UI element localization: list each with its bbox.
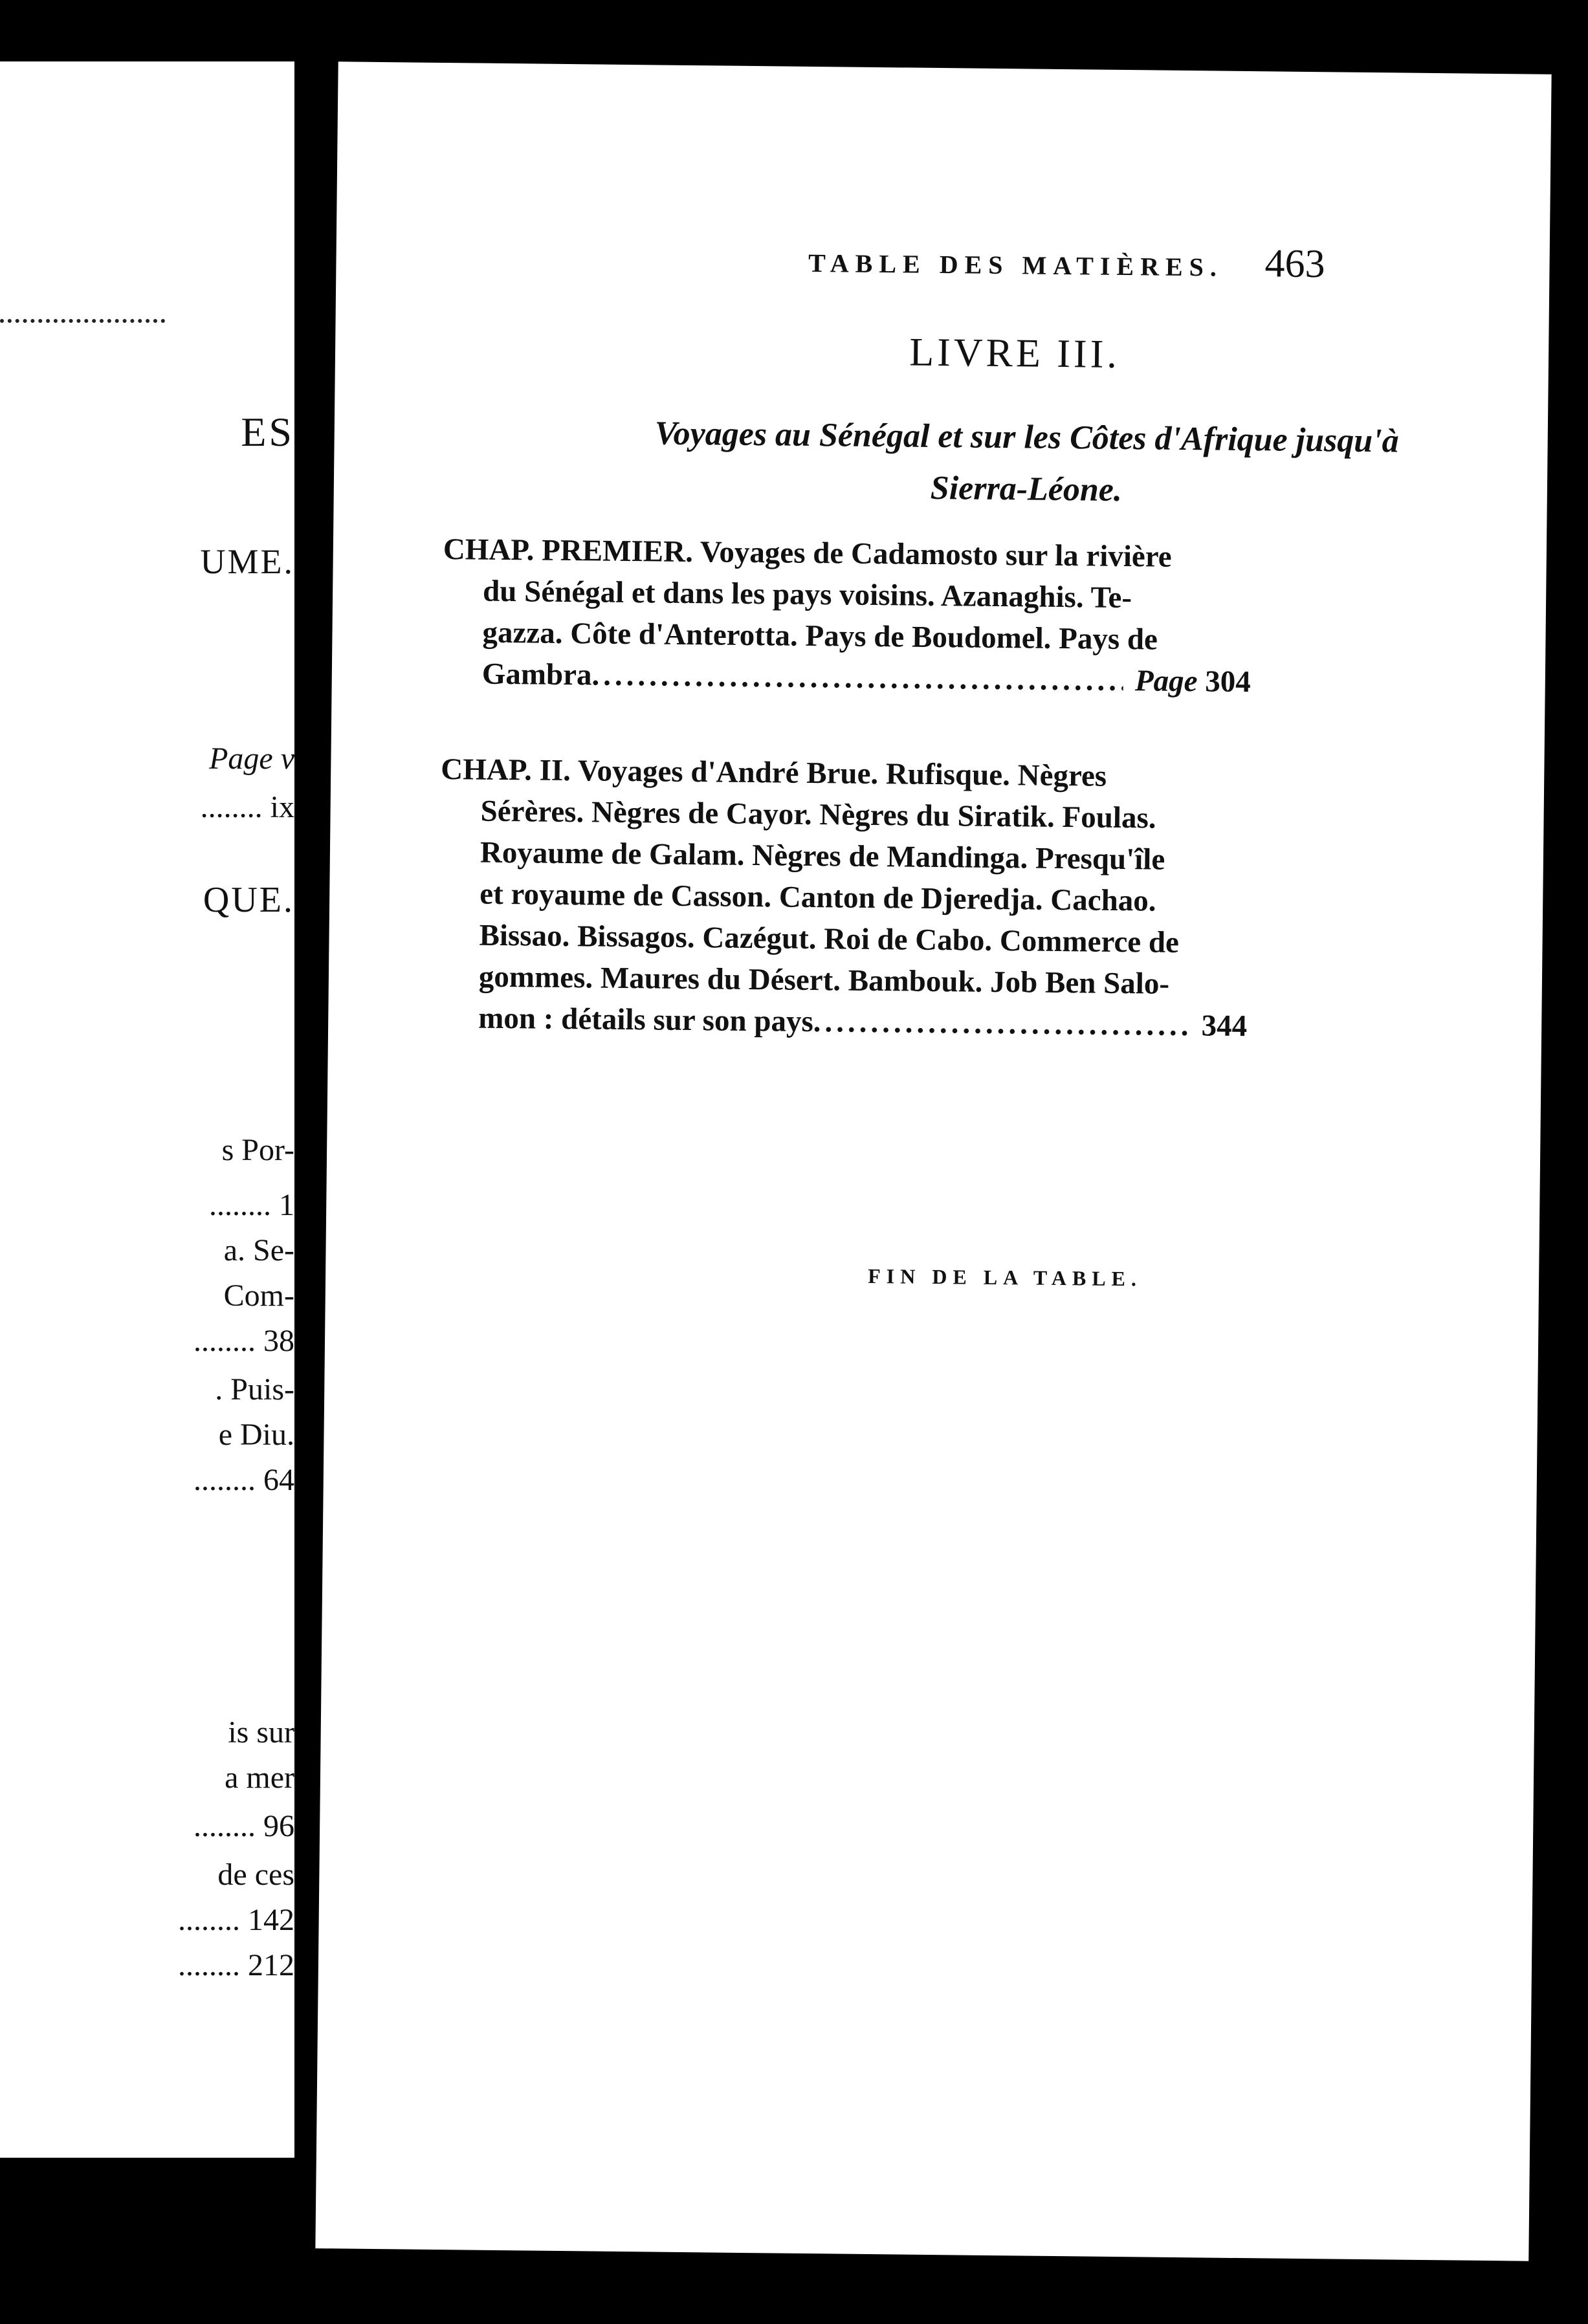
entry-line: Royaume de Galam. Nègres de Mandinga. Presqu'île (480, 835, 1165, 877)
entry-line: CHAP. PREMIER. Voyages de Cadamosto sur la rivière (443, 532, 1172, 574)
page-number: 463 (1264, 241, 1325, 287)
entry-last-text: mon : détails sur son pays (478, 1001, 814, 1039)
left-facing-page (0, 61, 294, 2158)
left-fragment: e Diu. (218, 1418, 294, 1452)
left-fragment: Page v (209, 741, 294, 776)
ornamental-rule (0, 319, 165, 327)
left-fragment: . Puis- (215, 1372, 294, 1407)
left-fragment: ........ 64 (193, 1463, 294, 1497)
entry-line: CHAP. II. Voyages d'André Brue. Rufisque. Nègres (441, 752, 1107, 793)
page-ref: 304 (1205, 664, 1252, 699)
entry-page (1123, 660, 1251, 703)
entry-line: gommes. Maures du Désert. Bambouk. Job Ben Salo- (478, 959, 1170, 1001)
entry-line: du Sénégal et dans les pays voisins. Azanaghis. Te- (482, 574, 1132, 615)
left-fragment: s Por- (221, 1133, 294, 1167)
right-page (315, 61, 1551, 2261)
left-fragment: ........ ix (200, 790, 294, 824)
left-fragment: is sur (228, 1715, 294, 1749)
left-fragment: ........ 38 (193, 1324, 294, 1358)
running-head: TABLE DES MATIÈRES. (808, 248, 1224, 282)
left-fragment: ........ 96 (193, 1809, 294, 1843)
colophon: FIN DE LA TABLE. (868, 1264, 1143, 1291)
book-title: LIVRE III. (909, 330, 1121, 377)
entry-line: Bissao. Bissagos. Cazégut. Roi de Cabo. Commerce de (479, 918, 1180, 959)
subtitle-line: Voyages au Sénégal et sur les Côtes d'Afrique jusqu'à (654, 415, 1399, 460)
left-fragment: ........ 212 (178, 1948, 294, 1982)
entry-line: Sérères. Nègres de Cayor. Nègres du Siratik. Foulas. (480, 794, 1156, 835)
left-fragment: a. Se- (223, 1233, 294, 1267)
left-fragment: UME. (200, 542, 294, 581)
left-fragment: de ces (217, 1858, 294, 1892)
page-label: Page (1134, 664, 1198, 699)
left-fragment: ........ 142 (178, 1903, 294, 1937)
entry-last-text: Gambra (481, 657, 592, 692)
entry-leader-row (438, 997, 1248, 1047)
left-fragment: ES (241, 409, 294, 455)
entry-line: gazza. Côte d'Anterotta. Pays de Boudomel. Pays de (482, 615, 1158, 657)
left-fragment: QUE. (203, 880, 294, 920)
dot-leader (813, 1001, 1190, 1046)
subtitle-line: Sierra-Léone. (930, 469, 1123, 509)
section-subtitle (606, 408, 1448, 520)
dot-leader (591, 654, 1123, 701)
toc-entry-chap-ii (438, 749, 1250, 1047)
left-fragment: a mer (225, 1760, 294, 1795)
left-fragment: Com- (223, 1278, 294, 1313)
left-fragment: ........ 1 (209, 1188, 294, 1222)
entry-page (1189, 1005, 1247, 1047)
page-ref: 344 (1201, 1009, 1248, 1044)
entry-leader-row (442, 653, 1252, 703)
toc-entry-chap-premier (442, 529, 1253, 703)
entry-line: et royaume de Casson. Canton de Djeredja. Cachao. (480, 877, 1156, 918)
